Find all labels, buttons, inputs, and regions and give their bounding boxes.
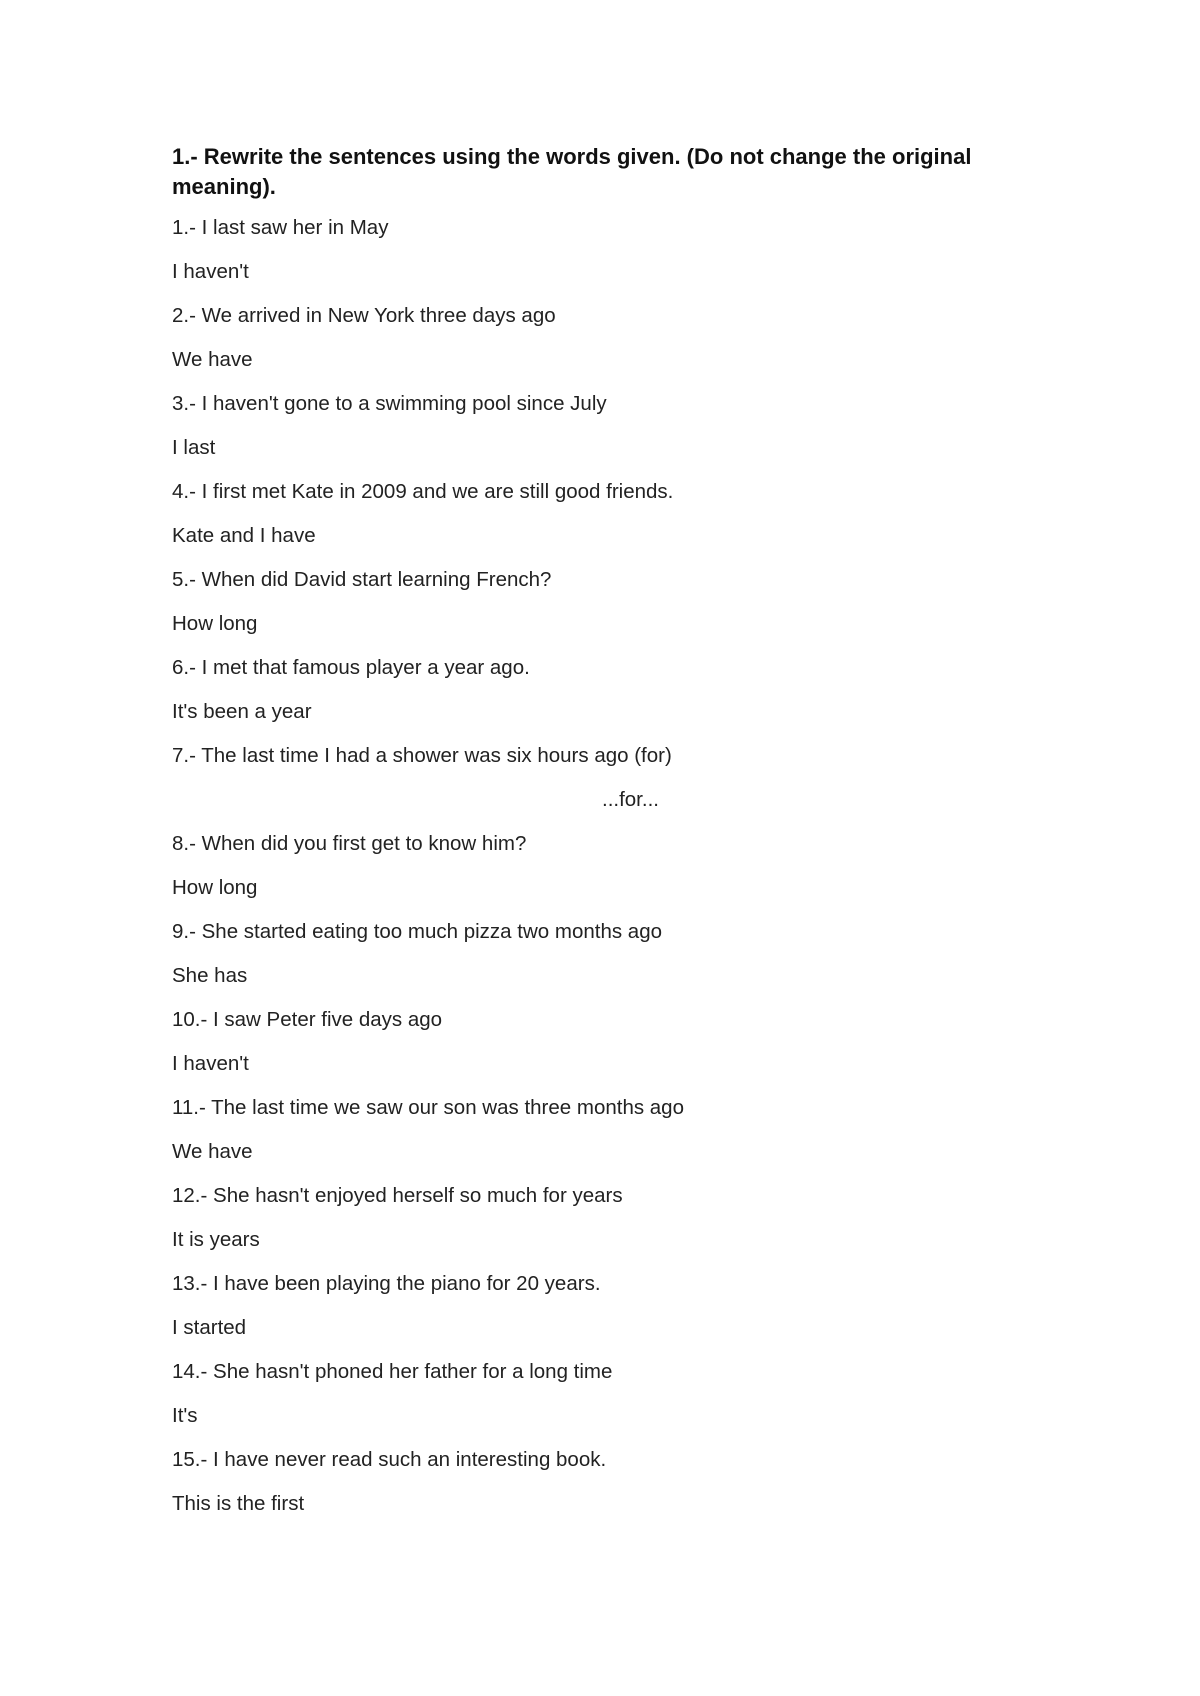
exercise-prompt-11: 11.- The last time we saw our son was three months ago <box>172 1096 684 1119</box>
exercise-start-1: I haven't <box>172 260 249 283</box>
exercise-heading: 1.- Rewrite the sentences using the words given. (Do not change the original meaning). <box>172 144 972 199</box>
exercise-content <box>172 142 1032 1534</box>
exercise-prompt-3: 3.- I haven't gone to a swimming pool since July <box>172 392 607 415</box>
exercise-prompt-7: 7.- The last time I had a shower was six hours ago (for) <box>172 744 672 767</box>
exercise-start-13: I started <box>172 1316 247 1339</box>
exercise-prompt-10: 10.- I saw Peter five days ago <box>172 1008 443 1031</box>
exercise-start-8: How long <box>172 876 258 899</box>
exercise-start-15: This is the first <box>172 1492 305 1515</box>
exercise-prompt-14: 14.- She hasn't phoned her father for a long time <box>172 1360 613 1383</box>
exercise-prompt-8: 8.- When did you first get to know him? <box>172 832 527 855</box>
exercise-start-11: We have <box>172 1140 253 1163</box>
exercise-prompt-5: 5.- When did David start learning French? <box>172 568 552 591</box>
exercise-start-5: How long <box>172 612 258 635</box>
exercise-start-2: We have <box>172 348 253 371</box>
exercise-prompt-6: 6.- I met that famous player a year ago. <box>172 656 530 679</box>
exercise-start-12: It is years <box>172 1228 260 1251</box>
exercise-prompt-15: 15.- I have never read such an interesting book. <box>172 1448 607 1471</box>
exercise-prompt-1: 1.- I last saw her in May <box>172 216 389 239</box>
exercise-start-9: She has <box>172 964 248 987</box>
exercise-prompt-13: 13.- I have been playing the piano for 20 years. <box>172 1272 601 1295</box>
exercise-prompt-2: 2.- We arrived in New York three days ago <box>172 304 556 327</box>
exercise-prompt-4: 4.- I first met Kate in 2009 and we are still good friends. <box>172 480 674 503</box>
exercise-start-4: Kate and I have <box>172 524 316 547</box>
exercise-start-14: It's <box>172 1404 198 1427</box>
exercise-start-7: ...for... <box>602 788 659 811</box>
exercise-start-10: I haven't <box>172 1052 249 1075</box>
exercise-prompt-12: 12.- She hasn't enjoyed herself so much for years <box>172 1184 623 1207</box>
exercise-start-6: It's been a year <box>172 700 312 723</box>
exercise-prompt-9: 9.- She started eating too much pizza two months ago <box>172 920 662 943</box>
exercise-start-3: I last <box>172 436 216 459</box>
